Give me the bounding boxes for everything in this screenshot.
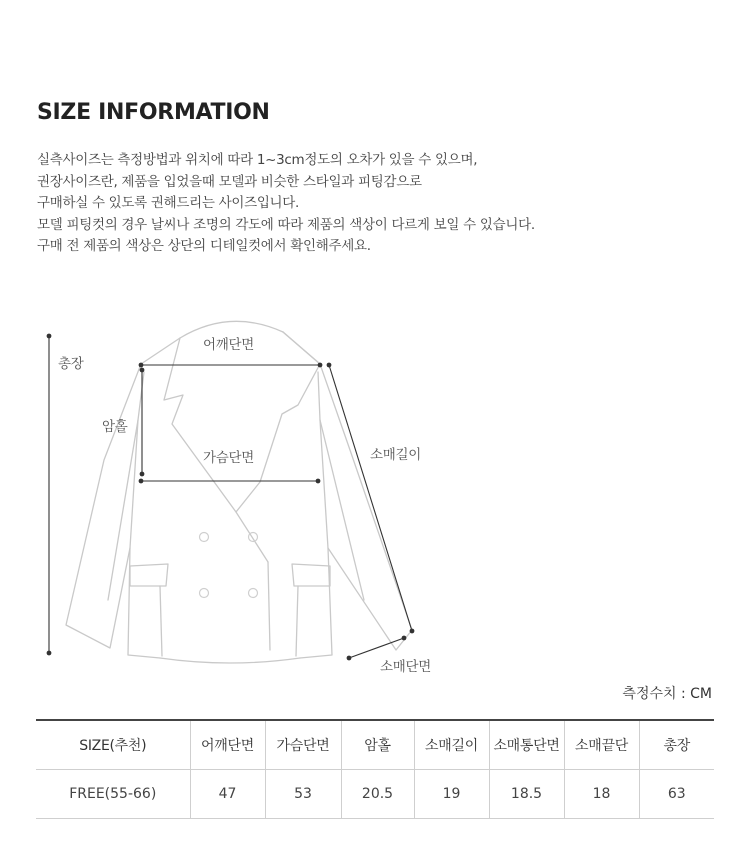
jacket-buttons [200,533,258,598]
label-sleeve-length: 소매길이 [370,447,421,463]
measurement-lines [49,336,412,658]
unit-note: 측정수치 : CM [622,686,712,702]
table-cell: 18 [564,770,639,819]
description-line: 모델 피팅컷의 경우 날씨나 조명의 각도에 따라 제품의 색상이 다르게 보일 수 있습니다. [37,216,535,233]
label-shoulder: 어깨단면 [203,337,254,353]
column-header: 가슴단면 [265,720,341,770]
size-description [37,150,717,258]
table-cell: FREE(55-66) [36,770,190,819]
column-header: 어깨단면 [190,720,265,770]
description-line: 구매 전 제품의 색상은 상단의 디테일컷에서 확인해주세요. [37,238,371,254]
page-title: SIZE INFORMATION [37,100,270,125]
description-line: 권장사이즈란, 제품을 입었을때 모델과 비슷한 스타일과 피팅감으로 [37,173,422,190]
column-header: 소매길이 [414,720,489,770]
column-header: 암홀 [341,720,414,770]
description-line: 실측사이즈는 측정방법과 위치에 따라 1~3cm정도의 오차가 있을 수 있으며, [37,152,478,168]
table-row [36,770,714,819]
table-cell: 47 [190,770,265,819]
table-cell: 53 [265,770,341,819]
jacket-illustration [0,300,750,690]
table-cell: 20.5 [341,770,414,819]
size-table [36,719,714,819]
column-header: 총장 [639,720,714,770]
measurement-points [47,334,415,661]
table-cell: 18.5 [489,770,564,819]
label-armhole: 암홀 [102,419,128,435]
table-header-row [36,720,714,770]
sleeve-length-line [329,365,412,631]
column-header: SIZE(추천) [36,720,190,770]
label-sleeve-opening: 소매단면 [380,659,431,675]
table-cell: 19 [414,770,489,819]
table-cell: 63 [639,770,714,819]
measurement-diagram [0,300,750,690]
label-chest: 가슴단면 [203,450,254,466]
column-header: 소매끝단 [564,720,639,770]
column-header: 소매통단면 [489,720,564,770]
jacket-outline [66,321,412,663]
label-total-length: 총장 [58,356,84,372]
description-line: 구매하실 수 있도록 권해드리는 사이즈입니다. [37,195,300,211]
